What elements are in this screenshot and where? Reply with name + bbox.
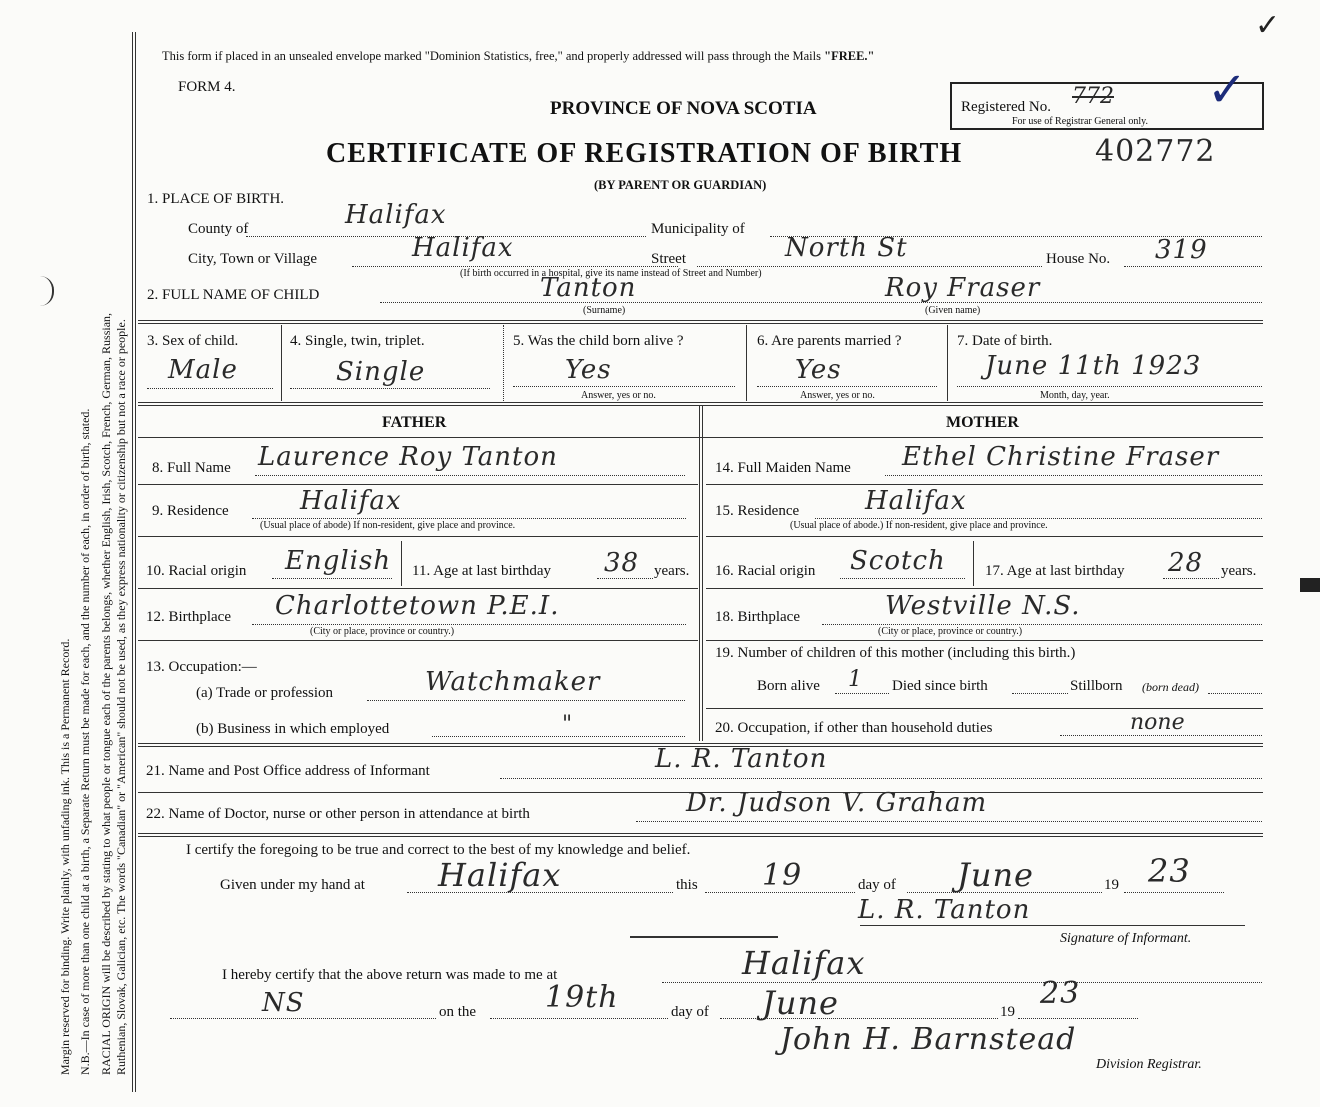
mother-birthplace-note: (City or place, province or country.) xyxy=(878,626,1023,637)
born-alive-value: 1 xyxy=(848,667,862,692)
mother-residence-label: 15. Residence xyxy=(715,503,800,519)
mail-free: "FREE." xyxy=(824,49,875,63)
registrar-day-of-label: day of xyxy=(671,1004,709,1020)
child-name-line xyxy=(380,302,1262,303)
dob-line xyxy=(957,386,1262,387)
father-business-line xyxy=(432,736,685,737)
father-rule-3 xyxy=(138,588,698,589)
father-residence-line xyxy=(252,518,686,519)
registrar-month-value: June xyxy=(762,984,839,1022)
father-rule-4 xyxy=(138,640,698,641)
dob-note: Month, day, year. xyxy=(1040,390,1110,401)
year-line xyxy=(1124,892,1224,893)
province-heading: PROVINCE OF NOVA SCOTIA xyxy=(550,98,817,119)
father-racial-line xyxy=(272,578,392,579)
father-birthplace-value: Charlottetown P.E.I. xyxy=(275,591,560,621)
mother-birthplace-value: Westville N.S. xyxy=(885,591,1081,621)
edge-tab-mark xyxy=(1300,578,1320,592)
mother-occupation-value: none xyxy=(1130,710,1185,735)
given-name-value: Roy Fraser xyxy=(885,273,1041,303)
mother-residence-line xyxy=(815,518,1262,519)
doctor-line xyxy=(636,821,1262,822)
registrar-place-line xyxy=(662,982,1262,983)
margin-bracket-mark xyxy=(40,276,54,306)
mother-heading: MOTHER xyxy=(946,414,1019,431)
alive-label: 5. Was the child born alive ? xyxy=(513,333,684,349)
month-value: June xyxy=(957,856,1034,894)
rule-after-name xyxy=(138,320,1263,324)
mother-residence-note: (Usual place of abode.) If non-resident, give place and province. xyxy=(790,520,1048,531)
margin-note-racial-origin: RACIAL ORIGIN will be described by stating to what people or tongue each of the parents belongs, whether English, Irish, Scotch, French, German, Russian, xyxy=(99,312,113,1075)
father-trade-line xyxy=(367,700,685,701)
mother-age-label: 17. Age at last birthday xyxy=(985,563,1125,579)
father-trade-label: (a) Trade or profession xyxy=(196,685,334,701)
father-age-line xyxy=(597,578,653,579)
mother-rule-4 xyxy=(706,640,1263,641)
mother-residence-value: Halifax xyxy=(865,486,967,516)
married-value: Yes xyxy=(795,355,842,385)
city-value: Halifax xyxy=(412,233,514,263)
father-business-value: " xyxy=(562,712,573,737)
informant-signature: L. R. Tanton xyxy=(858,895,1031,925)
doctor-value: Dr. Judson V. Graham xyxy=(686,788,988,818)
given-name-note: (Given name) xyxy=(925,305,981,316)
father-birthplace-note: (City or place, province or country.) xyxy=(310,626,455,637)
mother-children-label: 19. Number of children of this mother (including this birth.) xyxy=(715,645,1076,661)
father-racial-divider xyxy=(401,541,402,586)
registrar-year-prefix: 19 xyxy=(1000,1004,1015,1020)
registrar-statement: I hereby certify that the above return was made to me at xyxy=(222,967,558,983)
father-age-label: 11. Age at last birthday xyxy=(412,563,551,579)
check-mark-icon: ✓ xyxy=(1207,62,1248,118)
this-label: this xyxy=(676,877,698,893)
informant-value: L. R. Tanton xyxy=(655,744,828,774)
mother-occupation-label: 20. Occupation, if other than household duties xyxy=(715,720,993,736)
informant-line xyxy=(500,778,1262,779)
father-racial-label: 10. Racial origin xyxy=(146,563,247,579)
mother-name-value: Ethel Christine Fraser xyxy=(902,442,1220,472)
mother-age-line xyxy=(1163,578,1219,579)
father-residence-value: Halifax xyxy=(300,486,402,516)
rule-under-headings xyxy=(138,437,1263,438)
father-trade-value: Watchmaker xyxy=(425,667,601,697)
given-under-label: Given under my hand at xyxy=(220,877,365,893)
house-line xyxy=(1124,266,1262,267)
born-alive-label: Born alive xyxy=(757,678,820,694)
house-value: 319 xyxy=(1155,235,1208,265)
registrar-use-note: For use of Registrar General only. xyxy=(1012,116,1148,127)
mother-racial-label: 16. Racial origin xyxy=(715,563,816,579)
short-separator xyxy=(630,936,778,938)
alive-value: Yes xyxy=(565,355,612,385)
rule-after-doctor xyxy=(138,833,1263,837)
father-residence-note: (Usual place of abode) If non-resident, give place and province. xyxy=(260,520,516,531)
sex-line xyxy=(147,388,273,389)
mother-age-value: 28 xyxy=(1168,548,1204,578)
sex-label: 3. Sex of child. xyxy=(147,333,239,349)
divider-5-6 xyxy=(746,325,747,401)
mother-birthplace-label: 18. Birthplace xyxy=(715,609,800,625)
registrar-day-line xyxy=(490,1018,668,1019)
father-age-value: 38 xyxy=(604,548,640,578)
born-alive-line xyxy=(835,693,889,694)
mother-birthplace-line xyxy=(822,624,1262,625)
form-number: FORM 4. xyxy=(178,79,236,95)
city-label: City, Town or Village xyxy=(188,251,318,267)
father-birthplace-label: 12. Birthplace xyxy=(146,609,231,625)
married-note: Answer, yes or no. xyxy=(800,390,875,401)
alive-line xyxy=(513,386,735,387)
registrar-place-line-2 xyxy=(170,1018,436,1019)
informant-label: 21. Name and Post Office address of Informant xyxy=(146,763,430,779)
street-value: North St xyxy=(785,233,908,263)
divider-3-4 xyxy=(281,325,282,401)
given-place-value: Halifax xyxy=(438,856,562,894)
twin-label: 4. Single, twin, triplet. xyxy=(290,333,425,349)
divider-4-5 xyxy=(503,325,504,401)
year-prefix: 19 xyxy=(1104,877,1119,893)
place-of-birth-heading: 1. PLACE OF BIRTH. xyxy=(147,191,285,207)
on-the-label: on the xyxy=(439,1004,477,1020)
stillborn-line xyxy=(1208,693,1262,694)
father-residence-label: 9. Residence xyxy=(152,503,229,519)
registrar-signature: John H. Barnstead xyxy=(780,1022,1077,1057)
county-value: Halifax xyxy=(345,200,447,230)
surname-note: (Surname) xyxy=(583,305,626,316)
certificate-subtitle: (BY PARENT OR GUARDIAN) xyxy=(594,178,767,192)
mother-racial-line xyxy=(840,578,965,579)
mother-name-label: 14. Full Maiden Name xyxy=(715,460,851,476)
stillborn-label: Stillborn xyxy=(1070,678,1123,694)
county-label: County of xyxy=(188,221,249,237)
margin-rule xyxy=(132,32,136,1092)
father-name-line xyxy=(255,475,685,476)
mother-rule-3 xyxy=(706,588,1263,589)
house-label: House No. xyxy=(1046,251,1111,267)
registered-label: Registered No. xyxy=(961,99,1051,115)
registrar-year-line xyxy=(1018,1018,1138,1019)
city-line xyxy=(352,266,678,267)
dob-label: 7. Date of birth. xyxy=(957,333,1053,349)
certificate-title: CERTIFICATE OF REGISTRATION OF BIRTH xyxy=(326,138,963,169)
margin-note-racial-origin-cont: Ruthenian, Slovak, Galician, etc. The words "Canadian" or "American" should not be used, as they express nationality or citizenship but not a race or people. xyxy=(114,319,128,1075)
died-since-birth-label: Died since birth xyxy=(892,678,988,694)
mother-racial-divider xyxy=(973,541,974,586)
stillborn-note: (born dead) xyxy=(1142,680,1199,694)
twin-value: Single xyxy=(336,357,426,387)
sex-value: Male xyxy=(168,355,238,385)
divider-6-7 xyxy=(947,325,948,401)
day-of-label: day of xyxy=(858,877,896,893)
doctor-label: 22. Name of Doctor, nurse or other person in attendance at birth xyxy=(146,806,530,822)
municipality-label: Municipality of xyxy=(651,221,745,237)
margin-note-binding: Margin reserved for binding. Write plainly, with unfading ink. This is a Permanent Record. xyxy=(58,638,72,1075)
dob-value: June 11th 1923 xyxy=(985,351,1202,381)
married-line xyxy=(757,386,937,387)
street-line xyxy=(697,266,1042,267)
father-name-value: Laurence Roy Tanton xyxy=(258,442,558,472)
married-label: 6. Are parents married ? xyxy=(757,333,902,349)
certificate-number: 402772 xyxy=(1095,134,1216,169)
father-rule-2 xyxy=(138,536,698,537)
father-occupation-label: 13. Occupation:— xyxy=(146,659,257,675)
division-registrar-label: Division Registrar. xyxy=(1096,1057,1202,1072)
surname-value: Tanton xyxy=(540,273,637,303)
parents-divider xyxy=(699,405,703,741)
certify-statement: I certify the foregoing to be true and correct to the best of my knowledge and belief. xyxy=(186,842,691,858)
father-name-label: 8. Full Name xyxy=(152,460,231,476)
street-label: Street xyxy=(651,251,686,267)
registered-box xyxy=(950,62,1264,130)
mother-rule-1 xyxy=(706,484,1263,485)
father-rule-1 xyxy=(138,484,698,485)
mail-notice: This form if placed in an unsealed envelope marked "Dominion Statistics, free," and properly addressed will pass through the Mails "FREE." xyxy=(162,49,875,63)
twin-line xyxy=(290,388,490,389)
mother-racial-value: Scotch xyxy=(850,546,946,576)
day-value: 19 xyxy=(762,858,803,893)
alive-note: Answer, yes or no. xyxy=(581,390,656,401)
signature-informant-line xyxy=(860,925,1245,926)
registrar-day-value: 19th xyxy=(545,980,619,1015)
mother-name-line xyxy=(885,475,1262,476)
father-birthplace-line xyxy=(252,624,686,625)
mother-occupation-line xyxy=(1060,735,1262,736)
father-business-label: (b) Business in which employed xyxy=(196,721,390,737)
registrar-place-abbrev: NS xyxy=(262,988,305,1018)
registrar-year-value: 23 xyxy=(1040,976,1081,1011)
registrar-place-value: Halifax xyxy=(742,944,866,982)
tick-mark-icon: ✓ xyxy=(1255,8,1281,43)
margin-note-multiple-births: N.B.—In case of more than one child at a birth, a Separate Return must be made for each, and the number of each, in order of birth, stated. xyxy=(78,408,92,1075)
signature-informant-label: Signature of Informant. xyxy=(1060,931,1192,946)
mother-rule-5 xyxy=(706,708,1263,709)
child-name-label: 2. FULL NAME OF CHILD xyxy=(147,287,320,303)
mother-rule-2 xyxy=(706,536,1263,537)
died-since-birth-line xyxy=(1012,693,1068,694)
hospital-note: (If birth occurred in a hospital, give its name instead of Street and Number) xyxy=(460,268,762,279)
registered-value: 772 xyxy=(1072,84,1114,109)
father-heading: FATHER xyxy=(382,414,447,431)
father-racial-value: English xyxy=(285,546,392,576)
father-age-unit: years. xyxy=(654,563,690,579)
mother-age-unit: years. xyxy=(1221,563,1257,579)
year-value: 23 xyxy=(1148,852,1191,890)
